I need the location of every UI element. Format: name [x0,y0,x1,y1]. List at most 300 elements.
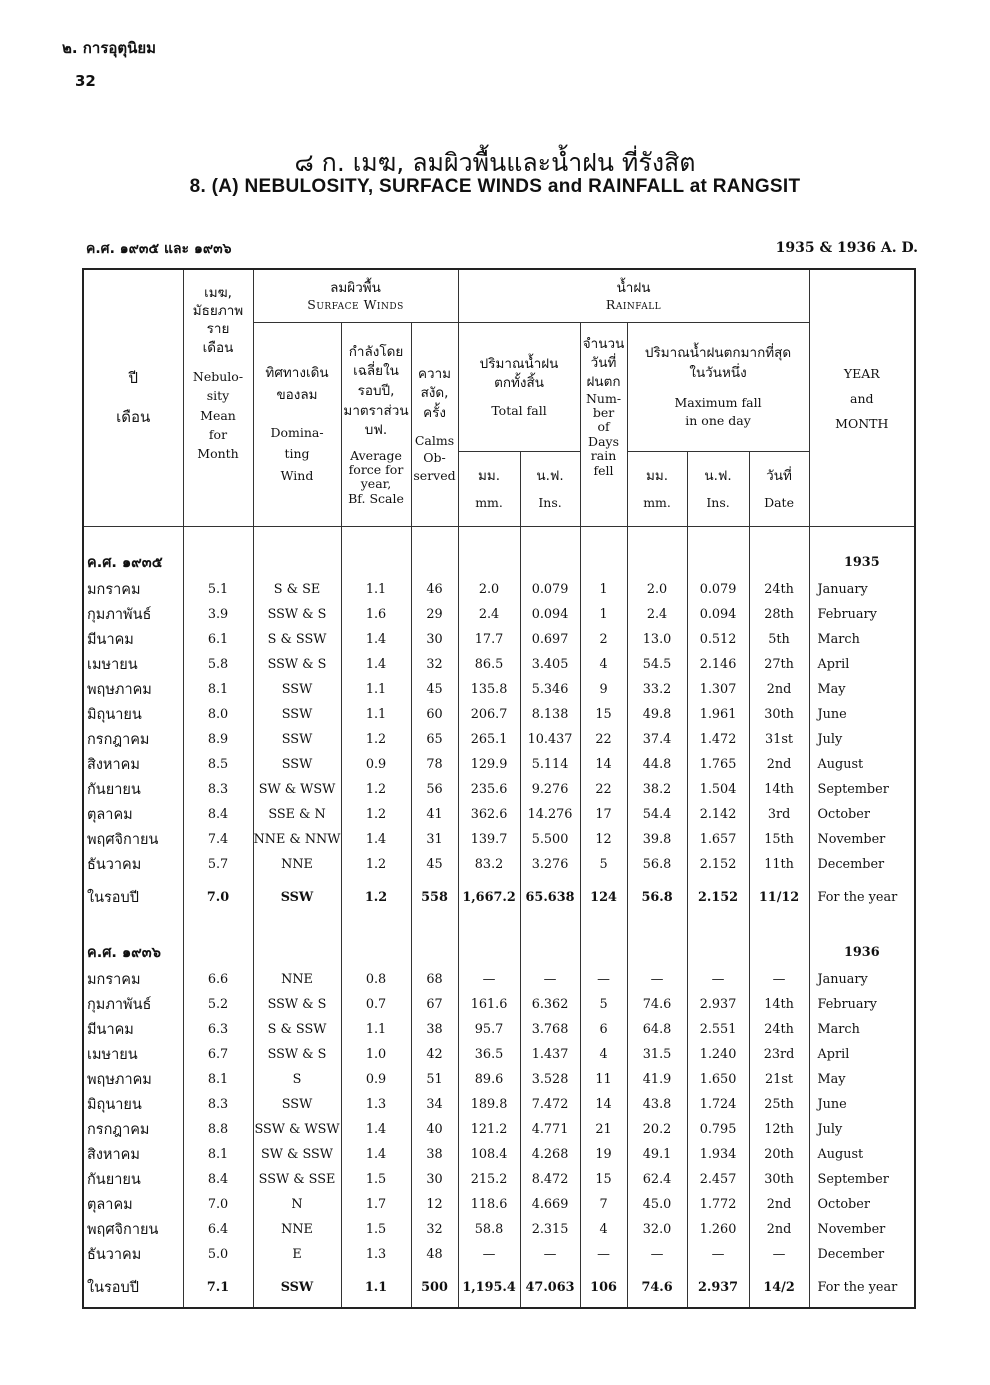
cell-ins: — [520,967,580,992]
cell-days: 11 [580,1067,627,1092]
total-label-thai: ในรอบปี [87,889,139,906]
year-label-thai: ค.ศ. ๑๙๓๖ [87,944,161,961]
cell-wind: SSW & S [253,602,341,627]
cell-ins: 3.405 [520,652,580,677]
year-label-english: 1935 [809,547,915,577]
cell-max-mm: 45.0 [627,1192,687,1217]
total-fall-en: Total fall [491,403,547,419]
blank-cell [411,937,458,967]
cell-ins: 8.472 [520,1167,580,1192]
total-label-english: For the year [809,877,915,917]
total-max-mm: 56.8 [627,877,687,917]
cell-mm: 121.2 [458,1117,520,1142]
table-row [83,1042,915,1067]
cell-calms: 38 [411,1142,458,1167]
days-th: จำนวน วันที่ ฝนตก [582,336,625,390]
total-calms: 500 [411,1267,458,1308]
cell-date: 27th [749,652,809,677]
cell-max-ins: 1.472 [687,727,749,752]
max-mm-th: มม. [645,467,669,484]
cell-date: 30th [749,702,809,727]
year-label-english: 1936 [809,937,915,967]
cell-days: 2 [580,627,627,652]
month-thai: กรกฎาคม [87,732,150,748]
total-max-ins: 2.937 [687,1267,749,1308]
cell-days: 22 [580,727,627,752]
cell-ins: 4.669 [520,1192,580,1217]
cell-neb: 5.2 [183,992,253,1017]
cell-ins: 0.079 [520,577,580,602]
cell-ins: 0.094 [520,602,580,627]
year-heading-row [83,937,915,967]
cell-max-mm: 33.2 [627,677,687,702]
cell-days: 22 [580,777,627,802]
cell-max-ins: 1.934 [687,1142,749,1167]
cell-max-mm: 74.6 [627,992,687,1017]
cell-date: 20th [749,1142,809,1167]
section-header-thai: ๒. การอุตุนิยม [62,39,157,57]
cell-neb: 6.4 [183,1217,253,1242]
cell-neb: 8.9 [183,727,253,752]
table-body [83,527,915,1309]
cell-force: 0.8 [341,967,411,992]
blank-cell [687,937,749,967]
month-thai: ธันวาคม [87,857,142,873]
cell-calms: 65 [411,727,458,752]
cell-date: 31st [749,727,809,752]
total-mm: 1,195.4 [458,1267,520,1308]
year-label-thai: ค.ศ. ๑๙๓๕ [87,554,163,571]
cell-days: 4 [580,1217,627,1242]
cell-days: — [580,1242,627,1267]
cell-ins: 1.437 [520,1042,580,1067]
cell-max-mm: 31.5 [627,1042,687,1067]
cell-ins: 3.276 [520,852,580,877]
cell-neb: 6.7 [183,1042,253,1067]
blank-cell [749,547,809,577]
cell-max-mm: 62.4 [627,1167,687,1192]
total-max-ins: 2.152 [687,877,749,917]
cell-wind: SSW & WSW [253,1117,341,1142]
cell-days: 15 [580,1167,627,1192]
col-rain-days [580,323,627,527]
cell-wind: SW & SSW [253,1142,341,1167]
month-thai: พฤศจิกายน [87,1222,159,1238]
table-row [83,702,915,727]
month-english: December [809,1242,915,1267]
cell-max-ins: 2.142 [687,802,749,827]
blank-cell [458,527,520,548]
month-english: October [809,1192,915,1217]
cell-ins: 9.276 [520,777,580,802]
month-english: March [809,1017,915,1042]
total-force: 1.1 [341,1267,411,1308]
cell-force: 0.7 [341,992,411,1017]
cell-wind: SSW & S [253,992,341,1017]
cell-max-mm: 41.9 [627,1067,687,1092]
month-english: November [809,1217,915,1242]
blank-cell [580,547,627,577]
month-english: June [809,702,915,727]
cell-wind: E [253,1242,341,1267]
cell-wind: SSW & S [253,1042,341,1067]
blank-cell [809,917,915,937]
ins-en: Ins. [538,494,562,510]
cell-mm: 135.8 [458,677,520,702]
spacer-row [83,527,915,548]
cell-ins: 10.437 [520,727,580,752]
cell-neb: 6.1 [183,627,253,652]
cell-calms: 31 [411,827,458,852]
blank-cell [253,547,341,577]
cell-mm: 129.9 [458,752,520,777]
cell-ins: 3.768 [520,1017,580,1042]
month-thai: พฤษภาคม [87,1072,152,1088]
nebulosity-th: เมฆ, มัธยภาพ ราย เดือน [192,285,244,356]
cell-mm: 2.0 [458,577,520,602]
cell-days: 5 [580,852,627,877]
table-row [83,1092,915,1117]
table-row [83,802,915,827]
table-row [83,727,915,752]
cell-calms: 48 [411,1242,458,1267]
table-row [83,1242,915,1267]
total-calms: 558 [411,877,458,917]
cell-force: 1.7 [341,1192,411,1217]
cell-days: 15 [580,702,627,727]
blank-cell [83,917,183,937]
blank-cell [411,527,458,548]
mm-th: มม. [477,467,501,484]
total-wind: SSW [253,1267,341,1308]
cell-neb: 8.1 [183,1067,253,1092]
cell-mm: 118.6 [458,1192,520,1217]
blank-cell [411,917,458,937]
cell-date: — [749,967,809,992]
cell-date: 28th [749,602,809,627]
total-neb: 7.0 [183,877,253,917]
month-thai: ตุลาคม [87,1197,133,1213]
cell-calms: 32 [411,1217,458,1242]
cell-max-ins: 1.307 [687,677,749,702]
month-thai: มีนาคม [87,1022,134,1038]
cell-max-ins: 1.240 [687,1042,749,1067]
cell-neb: 5.8 [183,652,253,677]
cell-ins: 0.697 [520,627,580,652]
cell-calms: 34 [411,1092,458,1117]
col-max-mm [627,452,687,527]
cell-neb: 8.3 [183,1092,253,1117]
col-max-ins [687,452,749,527]
cell-max-ins: 2.146 [687,652,749,677]
years-thai: ค.ศ. ๑๙๓๕ และ ๑๙๓๖ [86,241,232,257]
cell-force: 0.9 [341,1067,411,1092]
cell-date: 2nd [749,677,809,702]
cell-days: — [580,967,627,992]
month-english: May [809,677,915,702]
cell-force: 1.2 [341,802,411,827]
cell-days: 1 [580,577,627,602]
dominating-en: Domina- ting Wind [270,425,324,483]
cell-mm: 83.2 [458,852,520,877]
cell-calms: 46 [411,577,458,602]
table-row [83,602,915,627]
month-thai: สิงหาคม [87,757,140,773]
cell-ins: 8.138 [520,702,580,727]
cell-max-mm: — [627,1242,687,1267]
cell-max-ins: 1.961 [687,702,749,727]
col-calms [411,323,458,527]
blank-cell [809,527,915,548]
blank-cell [627,917,687,937]
cell-mm: 235.6 [458,777,520,802]
cell-wind: NNE [253,1217,341,1242]
cell-calms: 68 [411,967,458,992]
cell-force: 1.5 [341,1167,411,1192]
cell-calms: 60 [411,702,458,727]
cell-force: 1.5 [341,1217,411,1242]
month-thai: กรกฎาคม [87,1122,150,1138]
cell-force: 1.4 [341,1142,411,1167]
cell-ins: 7.472 [520,1092,580,1117]
cell-force: 1.1 [341,1017,411,1042]
year-total-row [83,1267,915,1308]
cell-calms: 41 [411,802,458,827]
blank-cell [458,937,520,967]
cell-wind: NNE [253,852,341,877]
cell-wind: SSE & N [253,802,341,827]
cell-force: 1.1 [341,577,411,602]
table-row [83,677,915,702]
table-row [83,1192,915,1217]
blank-cell [687,547,749,577]
cell-neb: 7.0 [183,1192,253,1217]
date-th: วันที่ [766,467,792,484]
cell-max-ins: 1.657 [687,827,749,852]
cell-ins: 5.114 [520,752,580,777]
cell-wind: SSW [253,1092,341,1117]
avg-force-en: Average force for year, Bf. Scale [348,447,404,506]
page-number: 32 [75,72,96,90]
cell-mm: 95.7 [458,1017,520,1042]
cell-days: 7 [580,1192,627,1217]
total-label-english: For the year [809,1267,915,1308]
blank-cell [183,547,253,577]
month-english: December [809,852,915,877]
month-english: September [809,777,915,802]
cell-force: 1.2 [341,852,411,877]
cell-neb: 8.1 [183,677,253,702]
blank-cell [580,527,627,548]
cell-date: 21st [749,1067,809,1092]
month-english: November [809,827,915,852]
cell-calms: 42 [411,1042,458,1067]
cell-date: 24th [749,1017,809,1042]
month-thai: กุมภาพันธ์ [87,997,152,1013]
cell-ins: 4.268 [520,1142,580,1167]
cell-calms: 30 [411,1167,458,1192]
blank-cell [520,917,580,937]
month-thai: กันยายน [87,1172,141,1188]
cell-calms: 45 [411,677,458,702]
cell-force: 1.0 [341,1042,411,1067]
cell-wind: SSW & S [253,652,341,677]
cell-wind: SSW [253,727,341,752]
blank-cell [687,527,749,548]
month-english: March [809,627,915,652]
cell-calms: 78 [411,752,458,777]
month-thai: พฤศจิกายน [87,832,159,848]
col-month-th: ปี เดือน [83,269,183,527]
blank-cell [183,917,253,937]
cell-force: 1.1 [341,702,411,727]
blank-cell [253,937,341,967]
avg-force-th: กำลังโดย เฉลี่ยใน รอบปี, มาตราส่วน บฟ. [343,343,409,439]
cell-neb: 8.1 [183,1142,253,1167]
cell-date: 2nd [749,1217,809,1242]
cell-days: 14 [580,1092,627,1117]
col-total-mm [458,452,520,527]
cell-calms: 56 [411,777,458,802]
cell-wind: SSW & SSE [253,1167,341,1192]
month-english: July [809,727,915,752]
col-max-fall [627,323,809,452]
cell-date: 2nd [749,752,809,777]
cell-neb: 6.6 [183,967,253,992]
cell-mm: 86.5 [458,652,520,677]
table-row [83,777,915,802]
rainfall-th: น้ำฝน [616,279,651,296]
blank-cell [687,917,749,937]
cell-neb: 6.3 [183,1017,253,1042]
cell-ins: 4.771 [520,1117,580,1142]
cell-max-mm: 44.8 [627,752,687,777]
month-thai: ธันวาคม [87,1247,142,1263]
total-mm: 1,667.2 [458,877,520,917]
cell-max-mm: 54.5 [627,652,687,677]
cell-wind: SW & WSW [253,777,341,802]
month-english: February [809,992,915,1017]
month-english: January [809,967,915,992]
cell-mm: 215.2 [458,1167,520,1192]
cell-max-ins: 2.457 [687,1167,749,1192]
cell-wind: S & SE [253,577,341,602]
table-row [83,1117,915,1142]
cell-max-mm: 37.4 [627,727,687,752]
cell-calms: 51 [411,1067,458,1092]
days-en: Num- ber of Days rain fell [585,390,622,478]
cell-neb: 5.1 [183,577,253,602]
total-ins: 65.638 [520,877,580,917]
cell-date: 23rd [749,1042,809,1067]
blank-cell [253,527,341,548]
cell-max-ins: 2.937 [687,992,749,1017]
col-average-force [341,323,411,527]
total-days: 124 [580,877,627,917]
cell-days: 4 [580,1042,627,1067]
total-neb: 7.1 [183,1267,253,1308]
cell-force: 1.2 [341,727,411,752]
date-en: Date [764,494,794,510]
ins-th: น.ฟ. [536,467,564,484]
cell-mm: — [458,1242,520,1267]
cell-max-mm: 39.8 [627,827,687,852]
total-max-mm: 74.6 [627,1267,687,1308]
cell-force: 1.1 [341,677,411,702]
cell-wind: N [253,1192,341,1217]
total-date: 14/2 [749,1267,809,1308]
month-thai: มีนาคม [87,632,134,648]
cell-date: 3rd [749,802,809,827]
cell-max-mm: 43.8 [627,1092,687,1117]
month-english: June [809,1092,915,1117]
cell-date: 15th [749,827,809,852]
cell-max-ins: 1.765 [687,752,749,777]
year-heading-row [83,547,915,577]
rainfall-en: Rainfall [605,296,662,312]
cell-mm: 265.1 [458,727,520,752]
total-ins: 47.063 [520,1267,580,1308]
month-thai: พฤษภาคม [87,682,152,698]
table-row [83,627,915,652]
cell-mm: 362.6 [458,802,520,827]
cell-ins: 5.346 [520,677,580,702]
cell-neb: 8.4 [183,1167,253,1192]
table-row [83,652,915,677]
cell-date: 14th [749,777,809,802]
blank-cell [580,917,627,937]
table-row [83,752,915,777]
cell-ins: 6.362 [520,992,580,1017]
cell-wind: S [253,1067,341,1092]
col-total-fall [458,323,580,452]
total-label-thai: ในรอบปี [87,1279,139,1296]
cell-date: 11th [749,852,809,877]
blank-cell [341,547,411,577]
month-english: April [809,1042,915,1067]
cell-neb: 7.4 [183,827,253,852]
month-thai: มิถุนายน [87,707,142,723]
blank-cell [411,547,458,577]
blank-cell [520,527,580,548]
blank-cell [341,937,411,967]
cell-ins: 2.315 [520,1217,580,1242]
cell-ins: 3.528 [520,1067,580,1092]
cell-max-mm: 20.2 [627,1117,687,1142]
total-days: 106 [580,1267,627,1308]
table-row [83,1017,915,1042]
total-fall-th: ปริมาณน้ำฝน ตกทั้งสิ้น [479,356,559,392]
blank-cell [749,917,809,937]
cell-max-ins: — [687,1242,749,1267]
cell-days: 17 [580,802,627,827]
table-row [83,852,915,877]
table-row [83,1142,915,1167]
years-english: 1935 & 1936 A. D. [775,240,918,256]
cell-days: 9 [580,677,627,702]
blank-cell [458,547,520,577]
month-thai: เมษายน [87,1047,138,1063]
blank-cell [749,527,809,548]
blank-cell [341,917,411,937]
month-english: October [809,802,915,827]
cell-max-mm: 13.0 [627,627,687,652]
blank-cell [83,527,183,548]
blank-cell [458,917,520,937]
cell-ins: 14.276 [520,802,580,827]
cell-neb: 8.3 [183,777,253,802]
cell-max-mm: — [627,967,687,992]
